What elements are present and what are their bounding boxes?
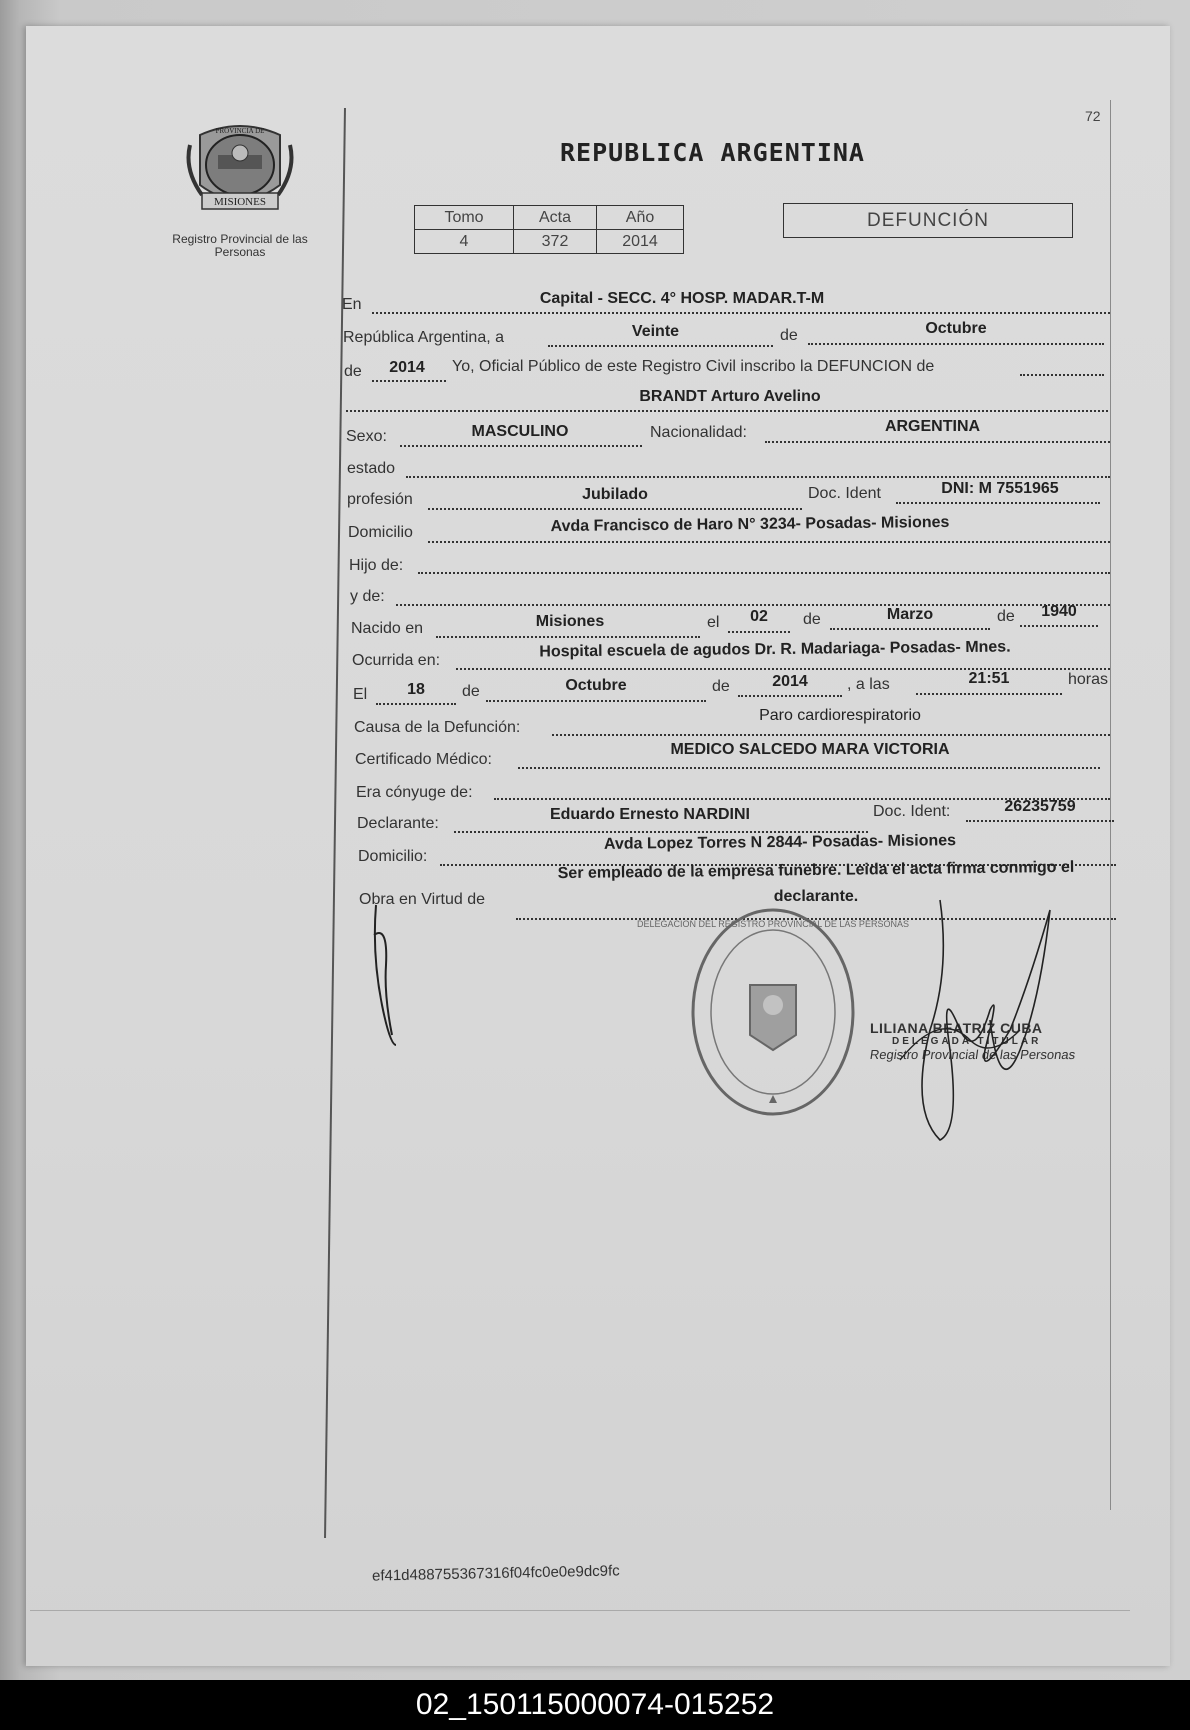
official-name: LILIANA BEATRIZ CUBA [870, 1020, 1043, 1036]
nacido-label: Nacido en [351, 620, 424, 637]
certificado-line [518, 767, 1100, 769]
doc-line [896, 502, 1100, 504]
seal-top-text: PROVINCIA DE [215, 127, 265, 135]
obra-label: Obra en Virtud de [359, 891, 486, 908]
el-label-2: El [353, 686, 368, 703]
deceased-name-line [346, 410, 1108, 412]
de-label-2: de [803, 611, 821, 628]
margin-initial-mark [368, 895, 408, 1055]
birth-year-line [1020, 625, 1098, 627]
birth-day-line [728, 631, 790, 633]
profesion-line [428, 508, 802, 510]
de-label: de [780, 327, 798, 344]
republica-label: República Argentina, a [343, 329, 504, 346]
declarante-domicilio: Avda Lopez Torres N 2844- Posadas- Misiones [603, 832, 957, 853]
sexo-label: Sexo: [346, 428, 387, 445]
doc-label-2: Doc. Ident: [873, 803, 951, 820]
en-line [372, 312, 1110, 314]
horas-label: horas [1068, 671, 1109, 688]
tomo-value: 4 [415, 230, 514, 254]
page-number: 72 [1085, 108, 1101, 124]
alas-label: , a las [847, 676, 890, 693]
day-value: Veinte [631, 323, 680, 340]
nacido-value: Misiones [535, 613, 605, 630]
death-month-line [486, 700, 706, 702]
registry-stamp [637, 905, 909, 1120]
nacionalidad-label: Nacionalidad: [650, 424, 747, 441]
conyuge-label: Era cónyuge de: [356, 784, 473, 801]
profesion-label: profesión [347, 491, 413, 508]
register-table [414, 205, 684, 254]
month-value: Octubre [925, 320, 987, 337]
birth-month-line [830, 628, 990, 630]
certificado-label: Certificado Médico: [355, 751, 492, 768]
death-year-line [738, 695, 842, 697]
de-label-4: de [462, 683, 480, 700]
obra-line-2: declarante. [773, 888, 859, 905]
el-label: el [707, 614, 720, 631]
official-role: DELEGADA TITULAR [892, 1036, 1042, 1047]
declarante-doc: 26235759 [1004, 798, 1076, 815]
ocurrida-value: Hospital escuela de agudos Dr. R. Madariaga- Posadas- Mnes. [539, 638, 1011, 661]
birth-year: 1940 [1041, 603, 1077, 620]
nacionalidad-value: ARGENTINA [884, 418, 981, 435]
hijo-label: Hijo de: [349, 557, 404, 574]
year-prefix-label: de [344, 363, 362, 380]
acta-value: 372 [514, 230, 597, 254]
death-time: 21:51 [968, 670, 1010, 687]
year-value: 2014 [389, 359, 425, 376]
birth-day: 02 [750, 608, 768, 625]
misiones-seal-icon [180, 115, 300, 220]
stamp-text: DELEGACION DEL REGISTRO PROVINCIAL DE LAS PERSONAS [637, 919, 909, 929]
sexo-value: MASCULINO [471, 423, 569, 440]
nacido-line [436, 636, 700, 638]
tomo-header: Tomo [415, 206, 514, 230]
death-day: 18 [407, 681, 425, 698]
death-year: 2014 [772, 673, 808, 690]
hijo-line [418, 572, 1110, 574]
profesion-value: Jubilado [582, 486, 648, 503]
domicilio-label-2: Domicilio: [358, 848, 428, 865]
certificado-value: MEDICO SALCEDO MARA VICTORIA [670, 741, 950, 758]
causa-value: Paro cardiorespiratorio [759, 707, 921, 724]
obra-line-1: Ser empleado de la empresa funebre. Leida el acta firma conmigo el [557, 858, 1075, 883]
yde-label: y de: [350, 588, 385, 605]
sexo-line [400, 445, 642, 447]
causa-line [552, 734, 1110, 736]
official-org: Registro Provincial de las Personas [868, 1047, 1077, 1062]
anio-value: 2014 [597, 230, 684, 254]
declarante-label: Declarante: [357, 815, 439, 832]
en-label: En [342, 296, 362, 313]
nacionalidad-line [765, 441, 1110, 443]
page-title: REPUBLICA ARGENTINA [560, 138, 865, 167]
doc-value: DNI: M 7551965 [941, 480, 1059, 497]
record-type-box: DEFUNCIÓN [783, 203, 1073, 238]
month-line [808, 343, 1104, 345]
declarante-value: Eduardo Ernesto NARDINI [549, 806, 750, 823]
document-hash: ef41d488755367316f04fc0e0e9dc9fc [371, 1562, 620, 1585]
day-line [548, 345, 773, 347]
deceased-name: BRANDT Arturo Avelino [639, 388, 821, 405]
death-month: Octubre [565, 677, 627, 694]
birth-month: Marzo [886, 606, 934, 623]
inscribo-text: Yo, Oficial Público de este Registro Civil inscribo la DEFUNCION de [452, 358, 935, 375]
estado-label: estado [347, 460, 396, 477]
anio-header: Año [597, 206, 684, 230]
seal-bottom-text: MISIONES [214, 196, 266, 208]
en-value: Capital - SECC. 4° HOSP. MADAR.T-M [539, 290, 825, 307]
yde-line [396, 604, 1110, 606]
footer-id-bar: 02_150115000074-015252 [0, 1680, 1190, 1730]
year-line [372, 380, 446, 382]
ocurrida-label: Ocurrida en: [352, 652, 441, 669]
de-label-3: de [997, 608, 1015, 625]
doc-label: Doc. Ident [808, 485, 881, 502]
domicilio-label: Domicilio [348, 524, 413, 541]
page-edge [30, 1610, 1130, 1671]
death-time-line [916, 693, 1062, 695]
registry-label: Registro Provincial de las Personas [172, 232, 308, 259]
causa-label: Causa de la Defunción: [354, 719, 521, 736]
inscribo-line [1020, 374, 1104, 376]
domicilio-value: Avda Francisco de Haro N° 3234- Posadas- Misiones [550, 513, 950, 536]
declarante-doc-line [966, 820, 1114, 822]
domicilio-line [428, 541, 1110, 543]
death-day-line [376, 703, 456, 705]
de-label-5: de [712, 678, 730, 695]
acta-header: Acta [514, 206, 597, 230]
estado-line [406, 476, 1110, 478]
official-signature [880, 880, 1080, 1150]
declarante-line [454, 831, 868, 833]
